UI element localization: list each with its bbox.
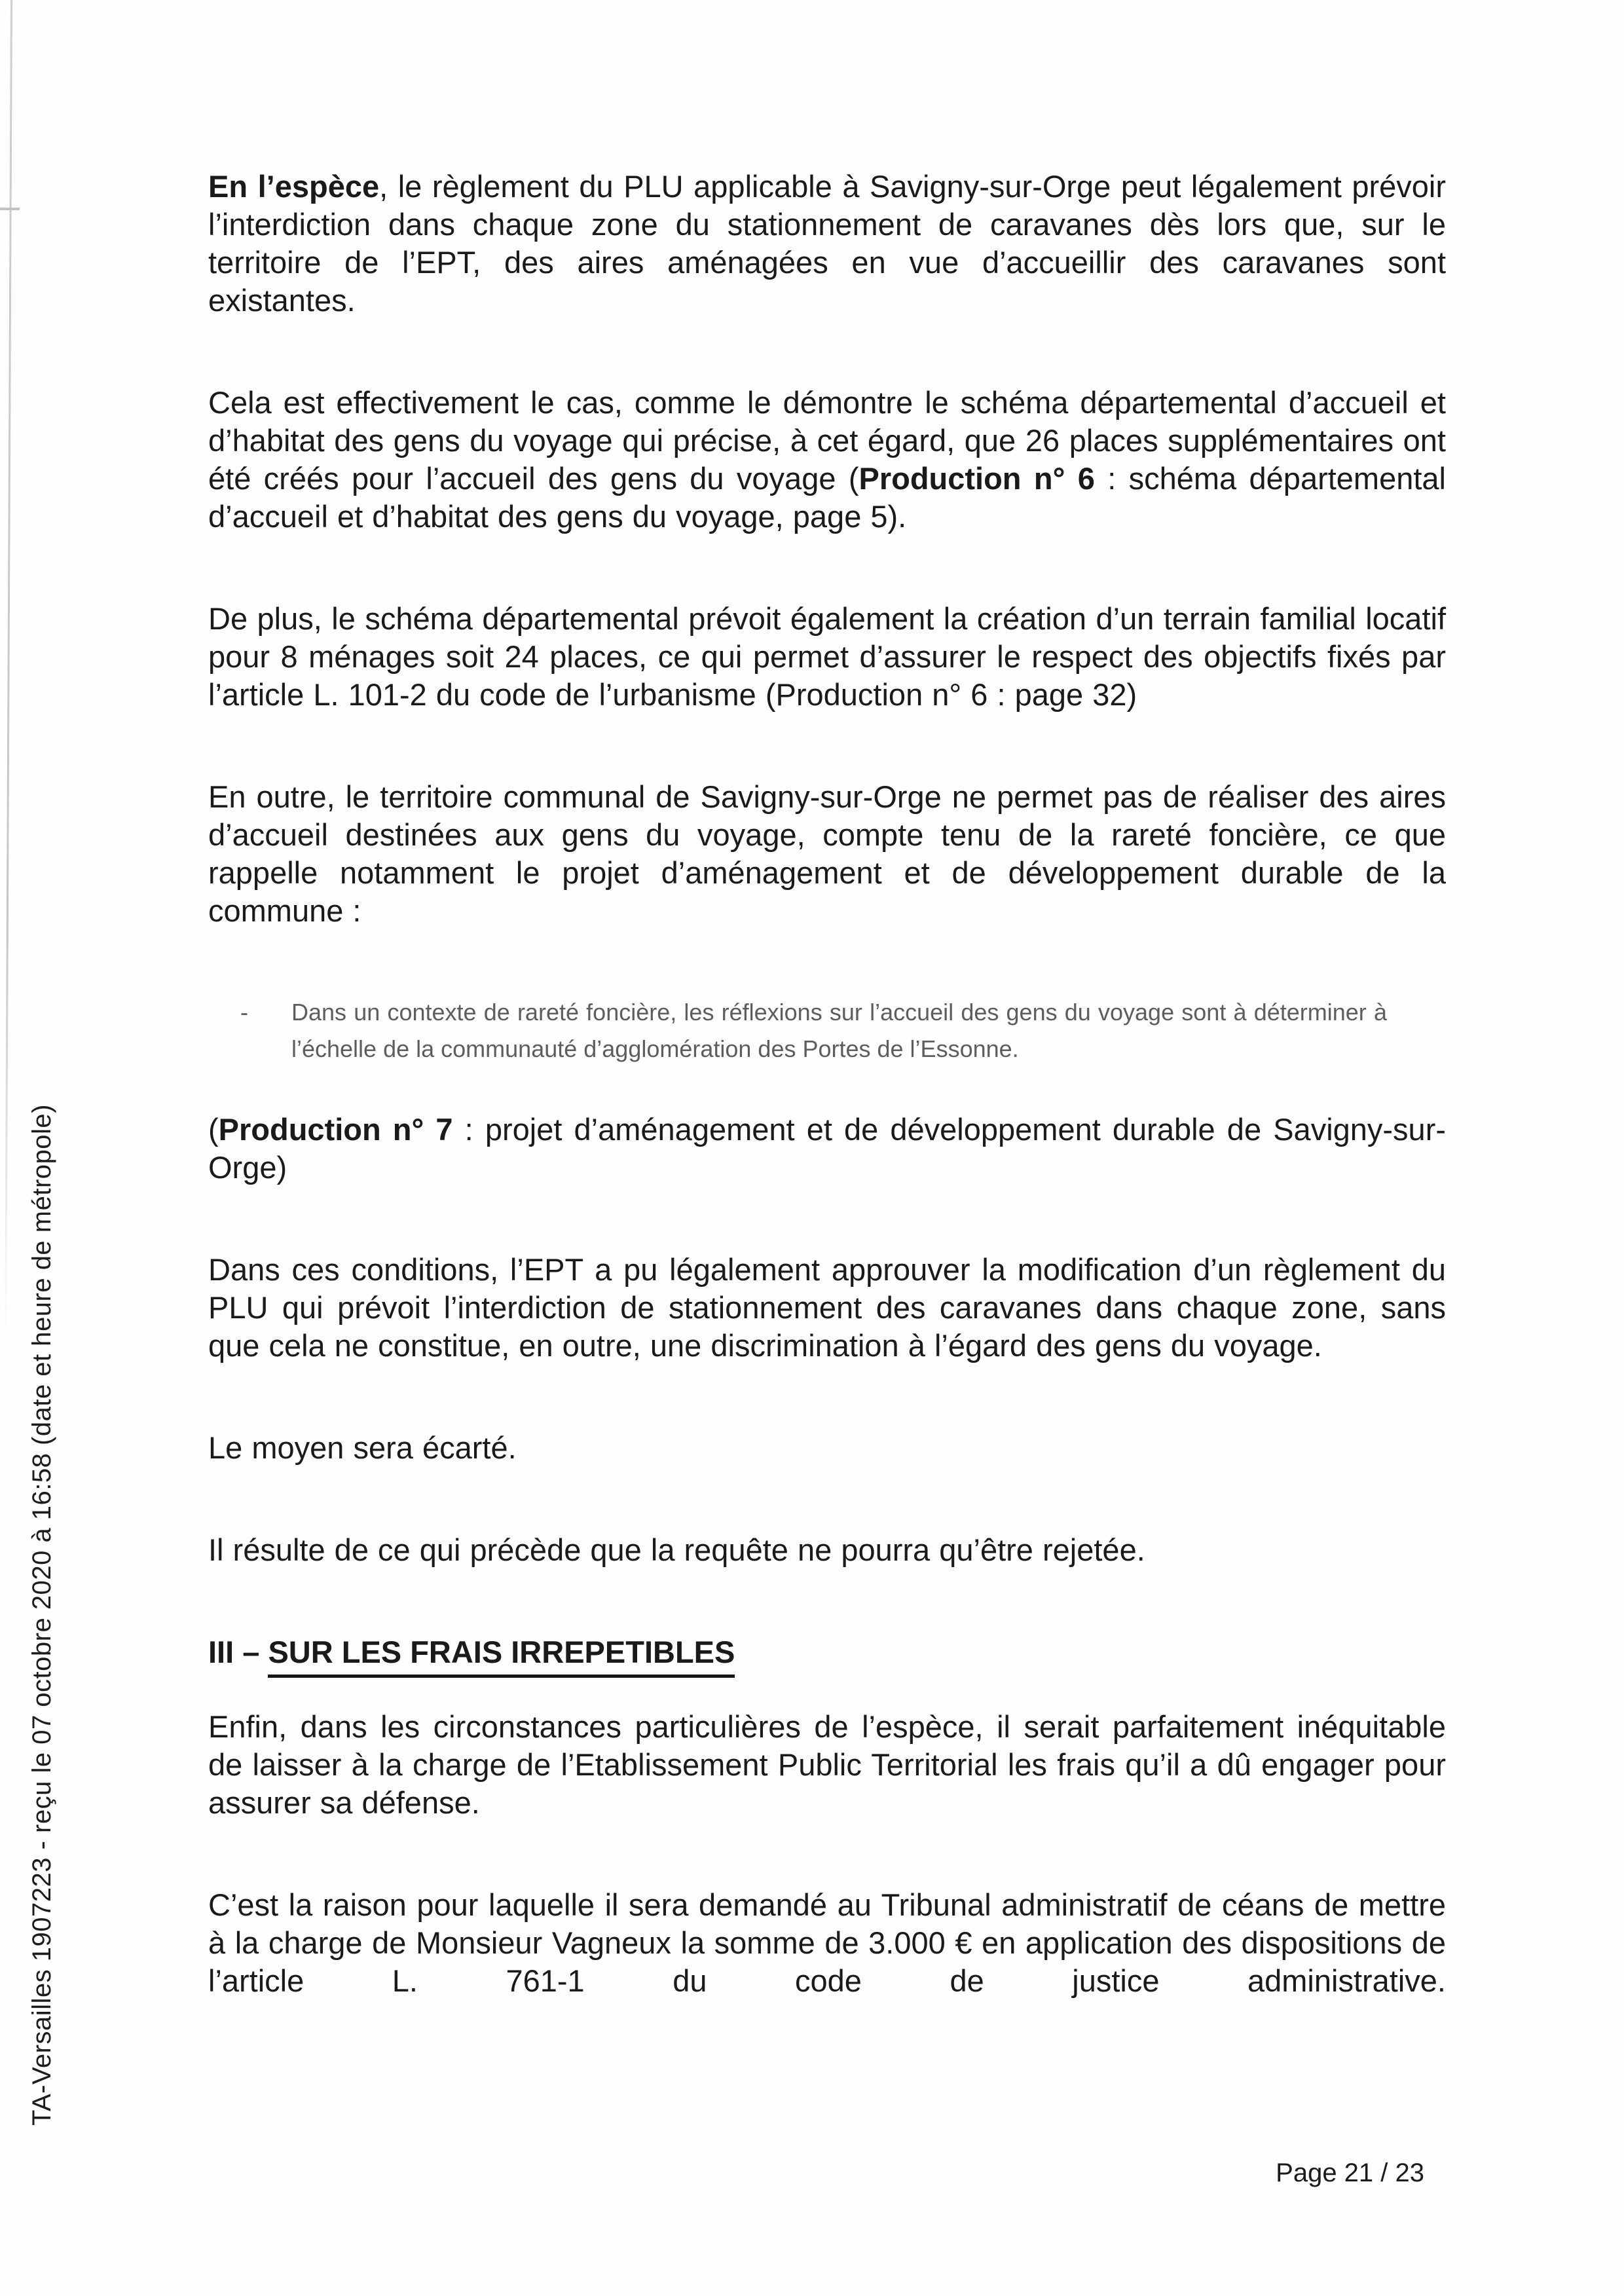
quote-text <box>291 994 1387 1067</box>
text-run: Production n° 6 <box>858 461 1095 496</box>
document-content <box>208 168 1446 2064</box>
paragraph <box>208 778 1446 930</box>
paragraph <box>208 168 1446 320</box>
quote-bullet-dash: - <box>240 999 248 1026</box>
scan-edge-line <box>5 0 12 1342</box>
text-run: En outre, le territoire communal de Savigny-sur-Orge ne permet pas de réaliser des aires d’accueil destinées aux gens du voyage, compte tenu de la rareté foncière, ce que rappelle notamment le projet d’aménagement et de développement durable de la commune : <box>208 779 1446 928</box>
text-run: Il résulte de ce qui précède que la requête ne pourra qu’être rejetée. <box>208 1532 1145 1567</box>
text-run: : schéma départemental d’accueil et d’habitat des gens du voyage, page 5). <box>208 461 1447 534</box>
section-heading <box>208 1633 1446 1671</box>
paragraph <box>208 1708 1446 1822</box>
paragraph <box>208 1531 1446 1569</box>
paragraph <box>208 1111 1446 1187</box>
text-run: De plus, le schéma départemental prévoit également la création d’un terrain familial locatif pour 8 ménages soit 24 places, ce qui permet d’assurer le respect des objectifs fixés par l’article L. 101-2 du code de l’urbanisme (Production n° 6 : page 32) <box>208 601 1446 712</box>
text-run: III – <box>208 1635 268 1669</box>
text-run: Le moyen sera écarté. <box>208 1430 517 1465</box>
quoted-excerpt <box>208 994 1446 1067</box>
text-run: ( <box>208 1112 219 1147</box>
text-run: Cela est effectivement le cas, comme le démontre le schéma départemental d’accueil et d’habitat des gens du voyage qui précise, à cet égard, que 26 places supplémentaires ont été créés pour l’accueil des gens du voyage ( <box>208 385 1446 496</box>
paragraph <box>208 1429 1446 1467</box>
text-run: Production n° 7 <box>218 1112 453 1147</box>
text-run: SUR LES FRAIS IRREPETIBLES <box>268 1635 735 1678</box>
paragraph <box>208 384 1446 536</box>
text-run: C’est la raison pour laquelle il sera demandé au Tribunal administratif de céans de mettre à la charge de Monsieur Vagneux la somme de 3.000 € en application des dispositions de l’article L. 761-1 du code de justice administrative. <box>208 1887 1446 1998</box>
teletransmission-stamp-vertical-text: TA-Versailles 1907223 - reçu le 07 octobre 2020 à 16:58 (date et heure de métropole) <box>28 1104 56 2126</box>
text-run: : projet d’aménagement et de développement durable de Savigny-sur-Orge) <box>208 1112 1447 1185</box>
paragraph <box>208 600 1446 714</box>
page-number: Page 21 / 23 <box>1276 2158 1424 2187</box>
text-run: Dans un contexte de rareté foncière, les réflexions sur l’accueil des gens du voyage sont à déterminer à l’échelle de la communauté d’agglomération des Portes de l’Essonne. <box>291 999 1387 1062</box>
text-run: Dans ces conditions, l’EPT a pu légalement approuver la modification d’un règlement du PLU qui prévoit l’interdiction de stationnement des caravanes dans chaque zone, sans que cela ne constitue, en outre, une discrimination à l’égard des gens du voyage. <box>208 1252 1446 1363</box>
text-run: Enfin, dans les circonstances particulières de l’espèce, il serait parfaitement inéquitable de laisser à la charge de l’Etablissement Public Territorial les frais qu’il a dû engager pour assurer sa défense. <box>208 1709 1446 1820</box>
paragraph <box>208 1251 1446 1365</box>
paragraph <box>208 1886 1446 2000</box>
scan-tick-mark <box>0 208 20 210</box>
text-run: , le règlement du PLU applicable à Savigny-sur-Orge peut légalement prévoir l’interdiction dans chaque zone du stationnement de caravanes dès lors que, sur le territoire de l’EPT, des aires aménagées en vue d’accueillir des caravanes sont existantes. <box>208 169 1446 318</box>
text-run: En l’espèce <box>208 169 380 204</box>
